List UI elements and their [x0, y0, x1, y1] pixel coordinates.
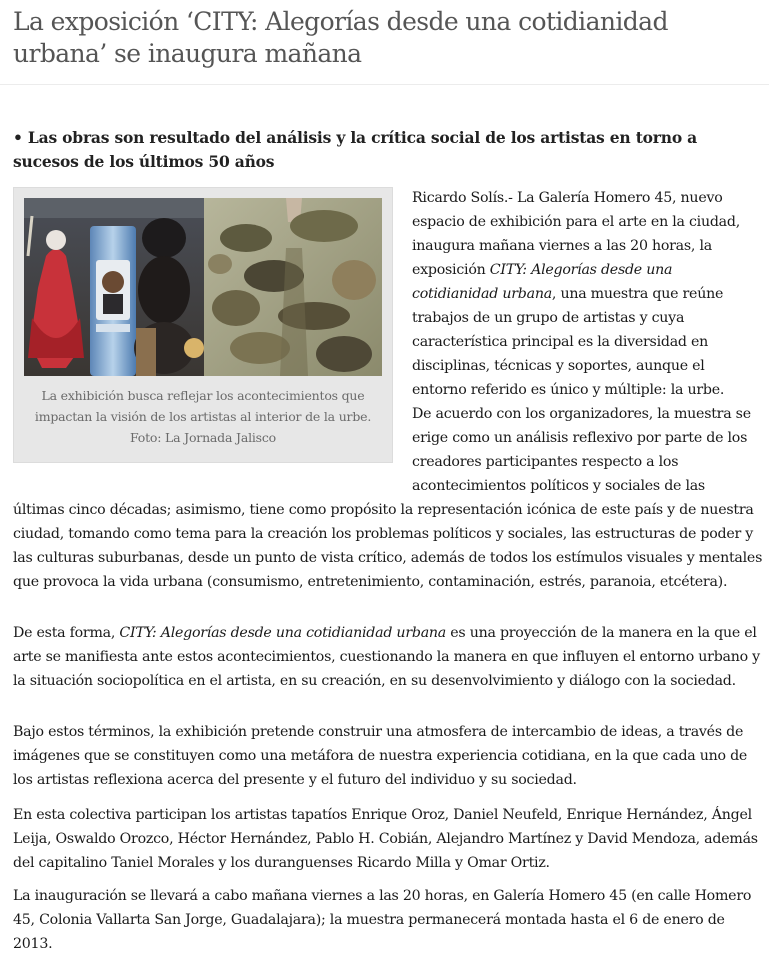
- paragraph-3: [13, 621, 765, 693]
- paragraph-6: La inauguración se llevará a cabo mañana viernes a las 20 horas, en Galería Homero 45 (en calle Homero 45, Colonia Vallarta San Jorge, Guadalajara); la muestra permanecerá montada hasta el 6 de enero de 2013.: [13, 888, 752, 952]
- paragraph-4: Bajo estos términos, la exhibición pretende construir una atmosfera de intercambio de ideas, a través de imágenes que se constituyen como una metáfora de nuestra experiencia cotidiana, en la que cada uno de los artistas reflexiona acerca del presente y el futuro del individuo y su sociedad.: [13, 724, 748, 788]
- exhibition-title: CITY: Alegorías desde una cotidianidad urbana: [412, 262, 673, 302]
- paragraph-3-text-a: De esta forma,: [13, 625, 120, 641]
- article-headline: La exposición ‘CITY: Alegorías desde una cotidianidad urbana’ se inaugura mañana: [13, 7, 668, 68]
- photo-caption: La exhibición busca reflejar los acontecimientos que impactan la visión de los artistas al interior de la urbe. Foto: La Jornada Jalisco: [34, 388, 372, 445]
- paragraph-1: [412, 186, 762, 402]
- photo-box: [13, 187, 393, 463]
- paragraph-2-continued: últimas cinco décadas; asimismo, tiene como propósito la representación icónica de este país y de nuestra ciudad, tomando como tema para la creación los problemas políticos y sociales, las estructuras de poder y las culturas suburbanas, desde un punto de vista crítico, además de todos los estímulos visuales y mentales que provoca la vida urbana (consumismo, entretenimiento, contaminación, estrés, paranoia, etcétera).: [13, 502, 763, 590]
- exhibition-title: CITY: Alegorías desde una cotidianidad urbana: [119, 625, 446, 641]
- paragraph-1-text-b: , una muestra que reúne trabajos de un grupo de artistas y cuya característica principal es la diversidad en disciplinas, técnicas y soportes, aunque el entorno referido es único y múltiple: la urbe.: [412, 286, 725, 398]
- paragraph-2-start: De acuerdo con los organizadores, la muestra se erige como un análisis reflexivo por parte de los creadores participantes respecto a los acontecimientos políticos y sociales de las: [412, 406, 751, 494]
- paragraph-1-text-a: Ricardo Solís.- La Galería Homero 45, nuevo espacio de exhibición para el arte en la ciudad, inaugura mañana viernes a las 20 horas, la exposición: [412, 190, 740, 278]
- paragraph-5: En esta colectiva participan los artistas tapatíos Enrique Oroz, Daniel Neufeld, Enrique Hernández, Ángel Leija, Oswaldo Orozco, Héctor Hernández, Pablo H. Cobián, Alejandro Martínez y David Mendoza, además del capitalino Taniel Morales y los duranguenses Ricardo Milla y Omar Ortiz.: [13, 807, 758, 871]
- paragraph-3-text-b: es una proyección de la manera en la que el arte se manifiesta ante estos acontecimientos, cuestionando la manera en que influyen el entorno urbano y la situación sociopolítica en el artista, en su creación, en su desenvolvimiento y diálogo con la sociedad.: [13, 625, 760, 689]
- article-lead: • Las obras son resultado del análisis y la crítica social de los artistas en torno a sucesos de los últimos 50 años: [13, 128, 698, 171]
- headline-banner: [0, 0, 769, 85]
- article-photo: [24, 198, 382, 376]
